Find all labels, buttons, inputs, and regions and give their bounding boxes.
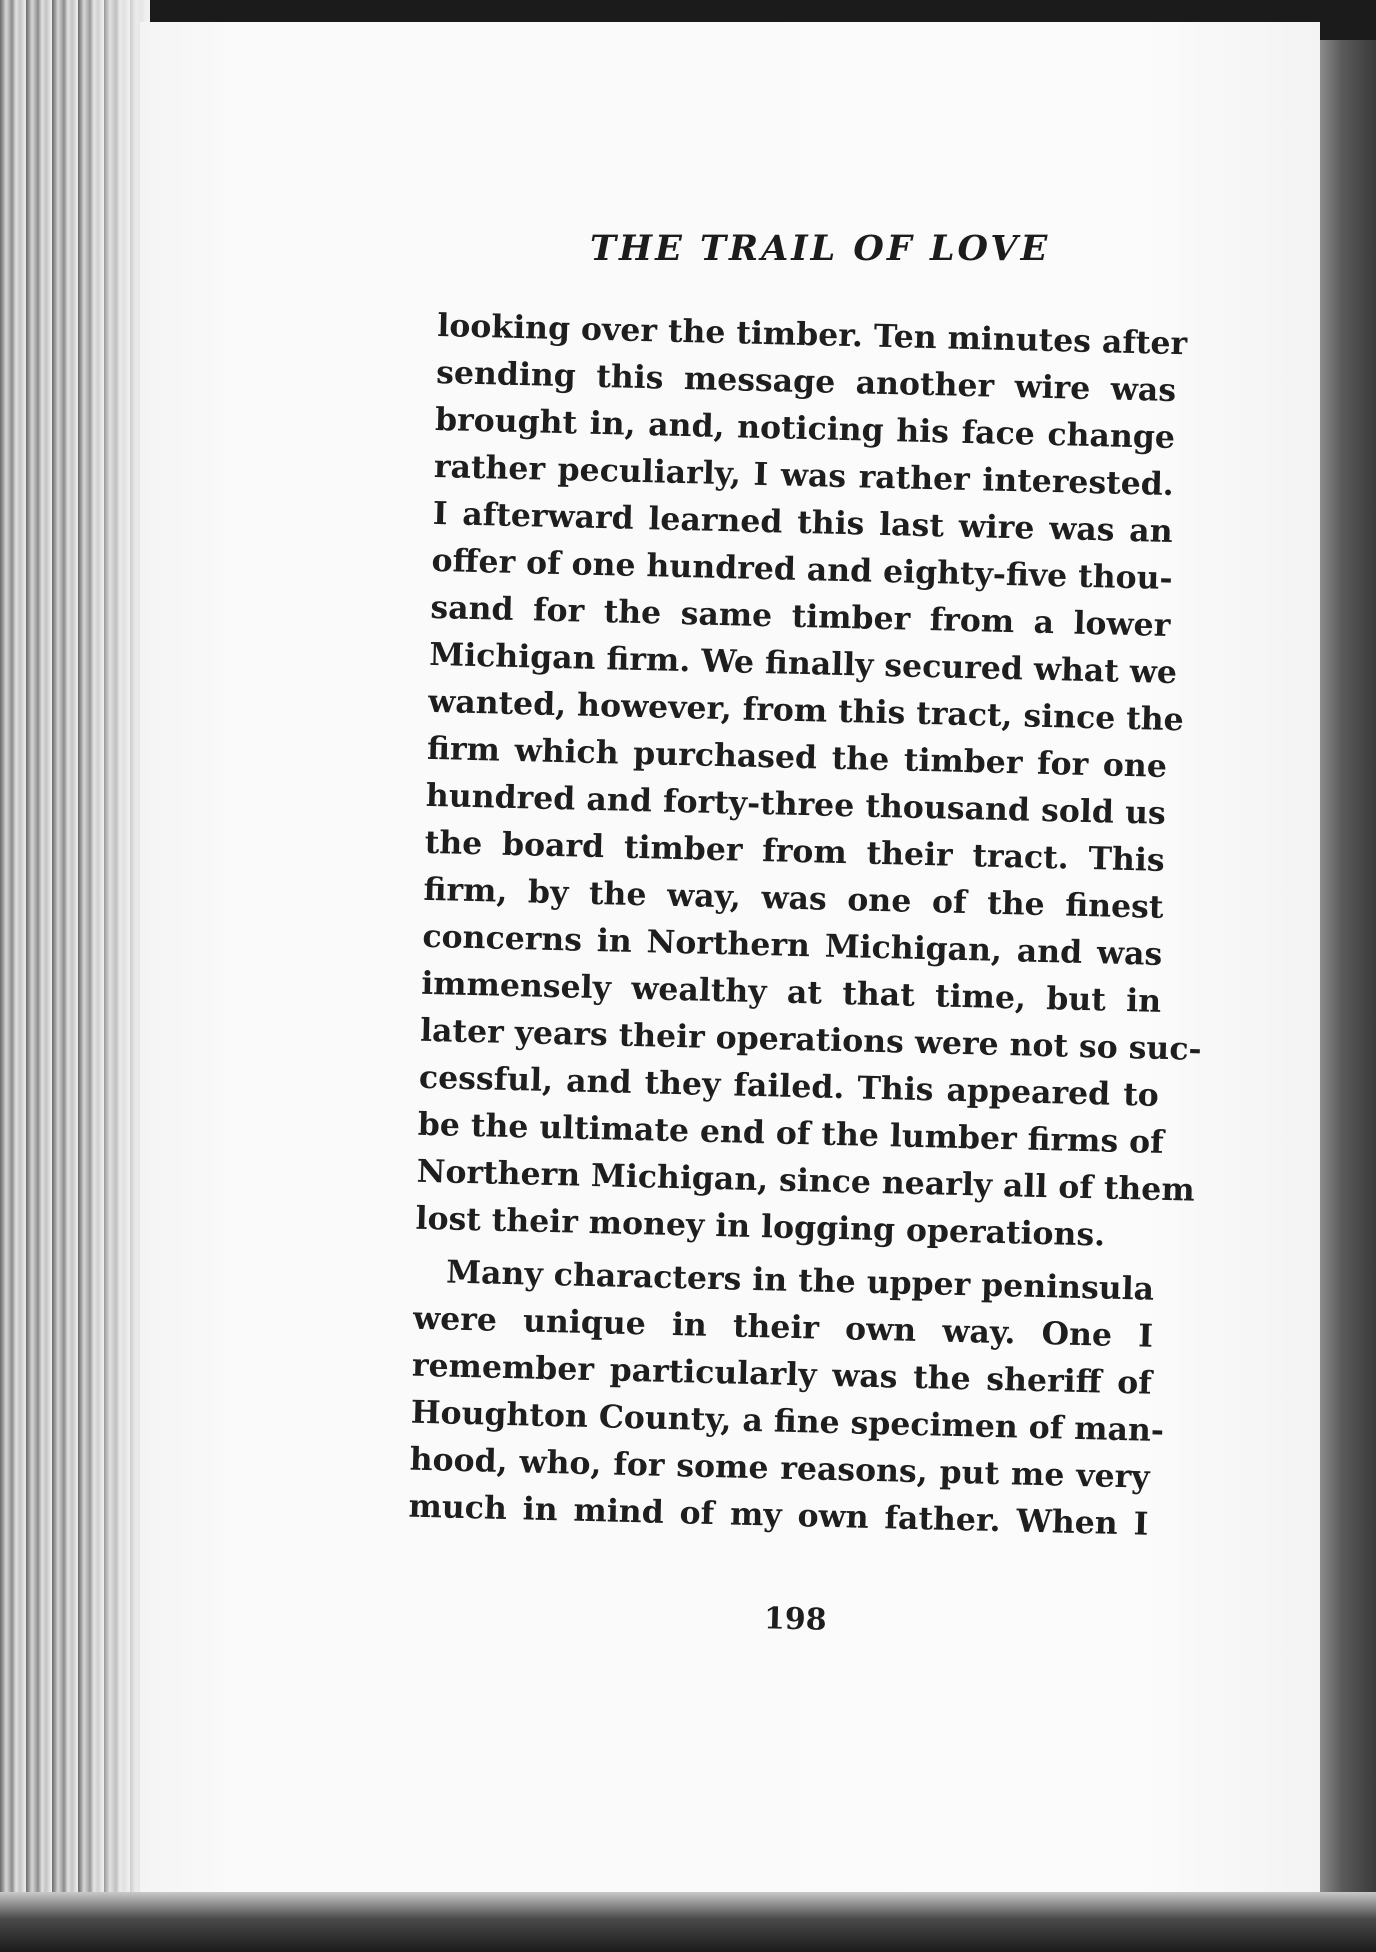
text-line: brought in, and, noticing his face change [434, 400, 1176, 457]
bottom-shadow-edge [0, 1892, 1376, 1952]
text-line: cessful, and they failed. This appeared to [418, 1058, 1160, 1114]
text-line: be the ultimate end of the lumber firms of [417, 1105, 1165, 1161]
text-line: later years their operations were not so suc- [419, 1011, 1203, 1068]
text-line: rather peculiarly, I was rather interested. [433, 447, 1175, 504]
text-line: wanted, however, from this tract, since the [427, 682, 1185, 739]
text-line: Many characters in the upper peninsula [445, 1253, 1155, 1308]
text-line: I afterward learned this last wire was an [432, 494, 1174, 551]
cover-shadow-edge [1320, 40, 1376, 1930]
text-line: firm, by the way, was one of the finest [423, 870, 1164, 926]
text-line: remember particularly was the sheriff of [411, 1346, 1153, 1402]
text-line: firm which purchased the timber for one [426, 729, 1168, 785]
text-line: the board timber from their tract. This [424, 823, 1166, 879]
text-line: hood, who, for some reasons, put me very [409, 1440, 1150, 1496]
text-line: immensely wealthy at that time, but in [420, 964, 1162, 1020]
text-line: sending this message another wire was [435, 353, 1177, 410]
text-line: hundred and forty-three thousand sold us [425, 776, 1167, 832]
text-line: were unique in their own way. One I [412, 1299, 1154, 1355]
text-line: Northern Michigan, since nearly all of them [416, 1152, 1196, 1209]
text-line: Michigan firm. We finally secured what we [428, 635, 1178, 692]
text-line: concerns in Northern Michigan, and was [422, 917, 1163, 973]
text-line: sand for the same timber from a lower [430, 588, 1171, 644]
text-line: offer of one hundred and eighty-five thou- [431, 541, 1174, 598]
running-head: THE TRAIL OF LOVE [590, 228, 1051, 269]
text-line: much in mind of my own father. When I [408, 1487, 1149, 1543]
text-line: Houghton County, a fine specimen of man- [410, 1393, 1165, 1450]
page-stack-edge [0, 0, 150, 1952]
body-text [408, 302, 1203, 1548]
text-line: lost their money in logging operations. [415, 1199, 1106, 1254]
page-number: 198 [763, 1601, 828, 1638]
text-line: looking over the timber. Ten minutes after [436, 306, 1188, 363]
